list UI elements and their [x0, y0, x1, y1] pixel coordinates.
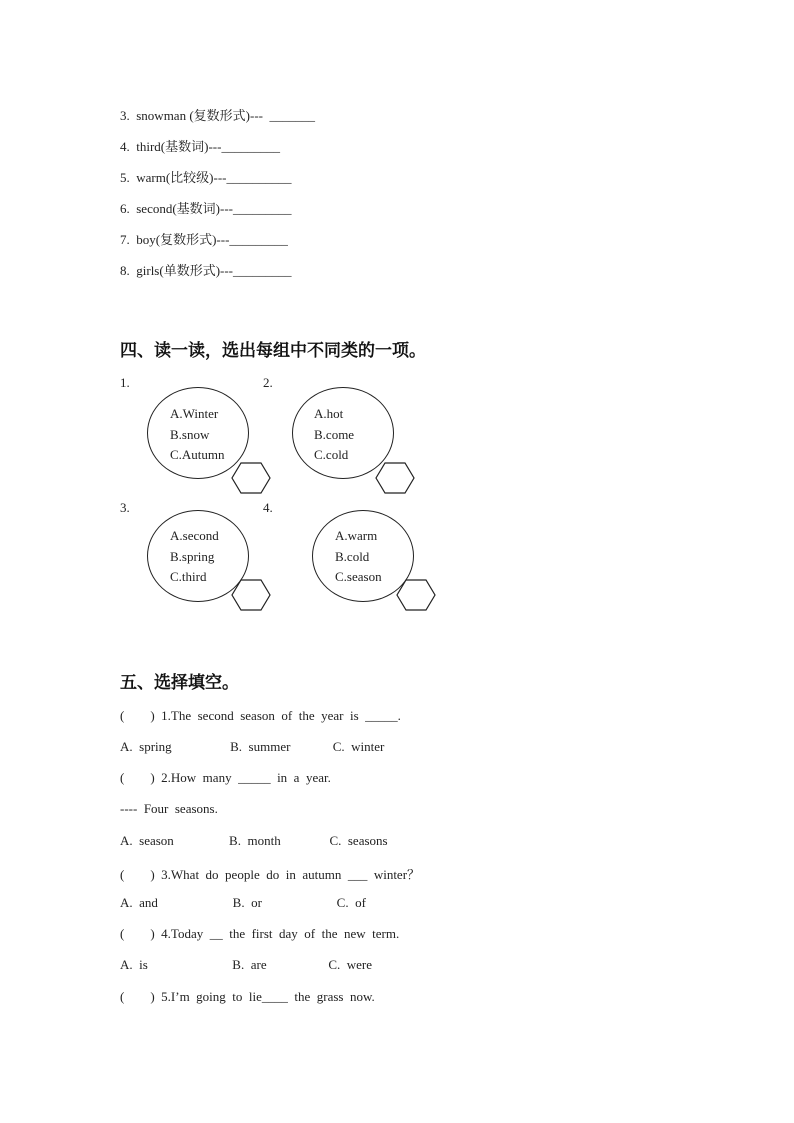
option-a: A.second: [170, 528, 219, 543]
option-b: B.spring: [170, 549, 215, 564]
question-3-choices: A. and B. or C. of: [120, 895, 366, 910]
word-form-item-6: 6. second(基数词)---_________: [120, 201, 292, 216]
section-4-heading: 四、读一读，选出每组中不同类的一项。: [120, 341, 426, 361]
option-a: A.Winter: [170, 406, 219, 421]
question-1: ( ) 1.The second season of the year is _____.: [120, 708, 401, 723]
question-2: ( ) 2.How many _____ in a year.: [120, 770, 331, 785]
answer-hexagon[interactable]: [231, 579, 271, 611]
word-form-item-3: 3. snowman (复数形式)--- _______: [120, 108, 315, 123]
section-5-heading: 五、选择填空。: [120, 673, 239, 693]
option-b: B.cold: [335, 549, 370, 564]
group-number: 4.: [263, 500, 273, 515]
answer-hexagon[interactable]: [396, 579, 436, 611]
question-3: ( ) 3.What do people do in autumn ___ winter？: [120, 867, 421, 882]
option-a: A.hot: [314, 406, 344, 421]
answer-hexagon[interactable]: [375, 462, 415, 494]
word-form-item-7: 7. boy(复数形式)---_________: [120, 232, 288, 247]
word-form-item-8: 8. girls(单数形式)---_________: [120, 263, 292, 278]
option-b: B.snow: [170, 427, 210, 442]
option-c: C.cold: [314, 447, 349, 462]
option-b: B.come: [314, 427, 355, 442]
question-2-choices: A. season B. month C. seasons: [120, 833, 388, 848]
option-c: C.Autumn: [170, 447, 225, 462]
question-4-choices: A. is B. are C. were: [120, 957, 373, 972]
option-c: C.third: [170, 569, 207, 584]
question-1-choices: A. spring B. summer C. winter: [120, 739, 385, 754]
option-a: A.warm: [335, 528, 378, 543]
answer-hexagon[interactable]: [231, 462, 271, 494]
group-number: 1.: [120, 375, 130, 390]
word-form-item-5: 5. warm(比较级)---__________: [120, 170, 292, 185]
question-2-answer-line: ---- Four seasons.: [120, 801, 218, 816]
option-c: C.season: [335, 569, 382, 584]
group-number: 2.: [263, 375, 273, 390]
question-5: ( ) 5.I’m going to lie____ the grass now.: [120, 989, 375, 1004]
word-form-item-4: 4. third(基数词)---_________: [120, 139, 280, 154]
question-4: ( ) 4.Today __ the first day of the new term.: [120, 926, 400, 941]
group-number: 3.: [120, 500, 130, 515]
